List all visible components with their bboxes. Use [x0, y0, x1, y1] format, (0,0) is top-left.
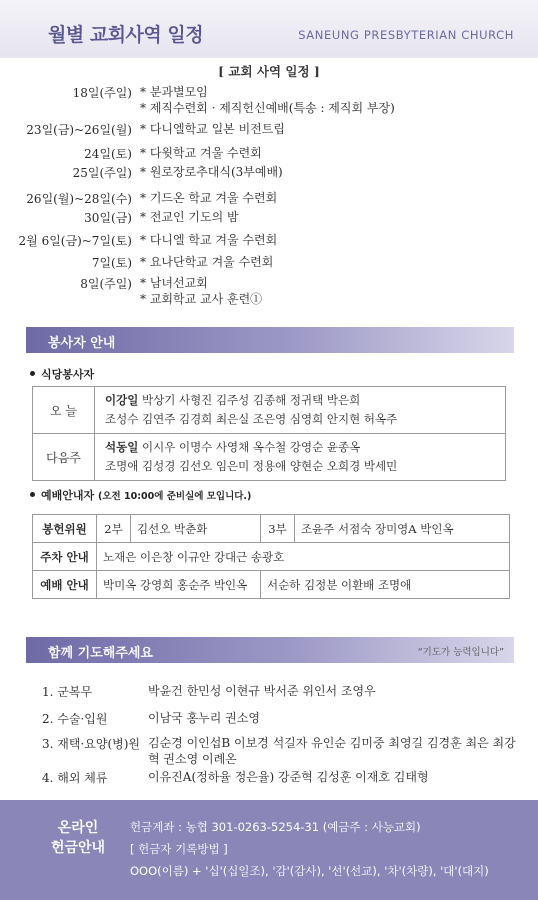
- bullet-icon: [30, 492, 35, 497]
- schedule-event: * 분과별모임: [140, 85, 208, 99]
- names-line: 박상기 사형진 김주성 김종해 정귀택 박은희: [138, 393, 361, 407]
- page-header: [0, 0, 538, 58]
- schedule-events: [140, 84, 395, 116]
- offering-method: OOO(이름) + '십'(십일조), '감'(감사), '선'(선교), '차'(차량), '대'(대지): [130, 864, 489, 878]
- row-names: 박미옥 강영희 홍순주 박인옥: [97, 571, 261, 599]
- online-offering-label: [30, 818, 126, 858]
- row-names: 노재은 이은창 이규안 강대근 송광호: [97, 543, 510, 571]
- row-key: 오 늘: [33, 387, 95, 434]
- offering-account: 헌금계좌 : 농협 301-0263-5254-31 (예금주 : 사능교회): [130, 820, 421, 834]
- schedule-date: 18일(주일): [72, 86, 132, 100]
- schedule-event: * 다니엘 학교 겨울 수련회: [140, 233, 278, 247]
- page-title: 월별 교회사역 일정: [48, 24, 204, 46]
- worship-guide-heading: [30, 487, 251, 503]
- schedule-event: * 전교인 기도의 밤: [140, 210, 239, 224]
- offering-info: [130, 816, 489, 882]
- row-key: 다음주: [33, 434, 95, 481]
- church-name: SANEUNG PRESBYTERIAN CHURCH: [298, 28, 514, 42]
- row-names: 서순하 김정분 이환배 조명애: [261, 571, 510, 599]
- lead-name: 이강일: [105, 393, 139, 407]
- meal-volunteer-table: [32, 386, 506, 481]
- prayer-category: 1. 군복무: [42, 685, 93, 699]
- schedule-date: 7일(토): [91, 256, 132, 270]
- names-line: 조명애 김성경 김선오 임은미 정용애 양현순 오희경 박세민: [105, 459, 398, 473]
- offering-method-title: [ 헌금자 기록방법 ]: [130, 842, 228, 856]
- prayer-names: 박윤건 한민성 이현규 박서준 위인서 조영우: [148, 684, 376, 698]
- meal-volunteer-heading: [30, 366, 94, 382]
- schedule-date: 24일(토): [84, 147, 132, 161]
- row-key: 주차 안내: [33, 543, 97, 571]
- row-key: 봉헌위원: [33, 515, 97, 543]
- table-row: [33, 434, 506, 481]
- worship-guide-table: [32, 514, 510, 599]
- schedule-event: * 기드온 학교 겨울 수련회: [140, 191, 278, 205]
- schedule-event: * 제직수련회 · 제직헌신예배(특송 : 제직회 부장): [140, 101, 395, 115]
- table-row: [33, 387, 506, 434]
- schedule-date: 30일(금): [84, 211, 132, 225]
- schedule-heading: [ 교회 사역 일정 ]: [218, 64, 320, 79]
- schedule-event: * 남녀선교회: [140, 276, 208, 290]
- schedule-events: [140, 275, 262, 307]
- prayer-quote: “기도가 능력입니다”: [417, 647, 504, 658]
- schedule-event: * 원로장로추대식(3부예배): [140, 165, 283, 179]
- bullet-icon: [30, 371, 35, 376]
- names-line: 조성수 김연주 김경희 최은실 조은영 심영희 안지현 허옥주: [105, 412, 398, 426]
- prayer-names: 김순경 이인섭B 이보경 석길자 유인순 김미중 최영길 김경훈 최은 최강혁 권소영 이례온: [148, 736, 516, 766]
- prayer-section-title: 함께 기도해주세요: [48, 646, 153, 661]
- meal-volunteer-label: 식당봉사자: [41, 368, 95, 381]
- worship-guide-note: (오전 10:00에 준비실에 모입니다.): [97, 491, 252, 502]
- table-row: [33, 543, 510, 571]
- row-names: [95, 387, 506, 434]
- prayer-names: 이유진A(정하율 정은율) 강준혁 김성훈 이재호 김태형: [148, 770, 429, 784]
- service-number: 3부: [261, 515, 295, 543]
- names-line: 이시우 이명수 사영채 옥수철 강영순 윤종옥: [138, 440, 361, 454]
- prayer-category: 4. 해외 체류: [42, 771, 108, 785]
- prayer-category: 2. 수술·입원: [42, 712, 108, 726]
- schedule-date: 26일(월)~28일(수): [26, 192, 132, 206]
- row-key: 예배 안내: [33, 571, 97, 599]
- lead-name: 석동일: [105, 440, 139, 454]
- schedule-date: 2월 6일(금)~7일(토): [18, 234, 132, 248]
- label-line: 헌금안내: [50, 840, 106, 856]
- table-row: [33, 515, 510, 543]
- volunteer-section-band: [26, 327, 514, 353]
- prayer-section-band: [26, 637, 514, 663]
- row-names: [95, 434, 506, 481]
- schedule-event: * 요나단학교 겨울 수련회: [140, 255, 274, 269]
- schedule-date: 25일(주일): [72, 166, 132, 180]
- table-row: [33, 571, 510, 599]
- schedule-event: * 교회학교 교사 훈련①: [140, 292, 263, 306]
- schedule-date: 8일(주일): [80, 277, 132, 291]
- schedule-event: * 다니엘학교 일본 비전트립: [140, 122, 285, 136]
- schedule-date: 23일(금)~26일(월): [26, 123, 132, 137]
- volunteer-section-title: 봉사자 안내: [48, 336, 116, 351]
- prayer-names: 이남국 홍누리 권소영: [148, 711, 260, 725]
- label-line: 온라인: [57, 820, 99, 836]
- row-names: 조윤주 서점숙 장미영A 박인옥: [295, 515, 510, 543]
- row-names: 김선오 박춘화: [131, 515, 261, 543]
- online-offering-footer: [0, 800, 538, 900]
- prayer-category: 3. 재택·요양(병)원: [42, 737, 140, 751]
- worship-guide-label: 예배안내자: [41, 489, 95, 502]
- service-number: 2부: [97, 515, 131, 543]
- schedule-event: * 다윗학교 겨울 수련회: [140, 146, 262, 160]
